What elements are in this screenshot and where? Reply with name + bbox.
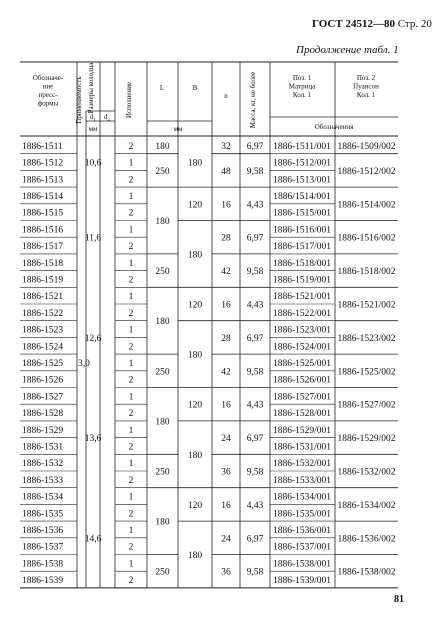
row-version: 1: [128, 392, 134, 403]
row-matrix: 1886-1513/001: [272, 175, 332, 186]
row-version: 1: [128, 492, 134, 503]
continuation-caption: Продолжение табл. 1: [296, 44, 399, 56]
n-value: 24: [221, 534, 231, 545]
row-code: 1886-1538: [22, 559, 64, 570]
row-matrix: 1886-1512/001: [272, 158, 332, 169]
n-value: 24: [221, 434, 231, 445]
n-value: 32: [221, 141, 231, 152]
punch-value: 1886-1521/002: [337, 300, 396, 311]
header-pos2: Кол. 1: [356, 91, 376, 99]
header-applicability: Применяемость: [75, 76, 83, 124]
b-value: 120: [187, 300, 203, 311]
mass-value: 6,97: [246, 434, 264, 445]
row-code: 1886-1522: [22, 308, 64, 319]
row-code: 1886-1529: [22, 425, 64, 436]
row-version: 1: [128, 358, 134, 369]
row-version: 2: [128, 275, 134, 286]
row-version: 2: [128, 542, 134, 553]
row-matrix: 1886-1536/001: [272, 525, 332, 536]
n-value: 48: [221, 166, 231, 177]
n-value: 16: [221, 500, 231, 511]
row-version: 1: [128, 158, 134, 169]
l-value: 180: [155, 217, 170, 227]
row-matrix: 1886-1525/001: [272, 358, 332, 369]
row-version: 1: [128, 425, 134, 436]
n-value: 16: [221, 200, 231, 211]
n-value: 28: [221, 333, 231, 344]
row-code: 1886-1521: [22, 292, 64, 303]
row-matrix: 1886-1533/001: [272, 475, 332, 486]
b-value: 120: [187, 400, 203, 411]
row-matrix: 1886-1517/001: [272, 242, 332, 253]
row-version: 2: [128, 308, 134, 319]
header-pos2: Поз. 2: [356, 74, 376, 82]
l-value: 250: [155, 166, 170, 177]
row-version: 1: [128, 559, 134, 570]
header-pos2: Пуансон: [353, 82, 379, 91]
header-d1: d₁: [90, 113, 96, 121]
row-code: 1886-1537: [22, 542, 64, 553]
row-version: 1: [128, 225, 134, 236]
row-code: 1886-1533: [22, 475, 64, 486]
row-version: 2: [128, 409, 134, 420]
gost-label: ГОСТ 24512—80: [312, 18, 395, 30]
b-value: 180: [187, 450, 203, 461]
header-n: n: [224, 92, 228, 100]
row-code: 1886-1536: [22, 525, 64, 536]
header-pos1: Поз. 1: [292, 74, 312, 82]
d1-value: 13,6: [84, 434, 102, 445]
punch-value: 1886-1532/002: [337, 467, 396, 478]
row-code: 1886-1527: [22, 392, 64, 403]
row-code: 1886-1523: [22, 325, 64, 336]
row-code: 1886-1513: [22, 175, 64, 186]
header-designation: ние: [42, 82, 54, 91]
header-mm-gate: мм: [88, 125, 98, 133]
row-matrix: 1886-1518/001: [272, 258, 332, 269]
n-value: 42: [221, 267, 231, 278]
b-value: 180: [187, 551, 203, 561]
row-version: 2: [128, 475, 134, 486]
b-value: 180: [187, 158, 203, 169]
row-matrix: 1886-1526/001: [272, 375, 332, 386]
row-matrix: 1886/1514/001: [273, 191, 331, 202]
d1-value: 14,6: [84, 534, 102, 545]
row-matrix: 1886-1532/001: [272, 459, 332, 470]
punch-value: 1886-1516/002: [337, 233, 396, 244]
row-version: 2: [128, 342, 134, 353]
row-matrix: 1886-1529/001: [272, 425, 332, 436]
row-code: 1886-1539: [22, 576, 64, 587]
mass-value: 9,58: [246, 567, 264, 578]
row-version: 2: [128, 242, 134, 253]
n-value: 28: [221, 233, 231, 244]
n-value: 16: [221, 400, 231, 411]
mass-value: 6,97: [246, 534, 264, 545]
n-value: 16: [221, 300, 231, 311]
mass-value: 9,58: [246, 267, 264, 278]
punch-value: 1886-1527/002: [337, 400, 396, 411]
row-matrix: 1886-1535/001: [272, 509, 332, 520]
mass-value: 4,43: [246, 500, 264, 511]
mass-value: 6,97: [246, 333, 264, 344]
row-code: 1886-1514: [22, 191, 64, 202]
mass-value: 6,97: [246, 141, 264, 152]
row-matrix: 1886-1534/001: [272, 492, 332, 503]
header-designation: пресс-: [38, 91, 58, 99]
l-value: 180: [155, 317, 170, 328]
row-matrix: 1886-1531/001: [272, 442, 332, 453]
l-value: 180: [155, 517, 170, 528]
row-version: 1: [128, 459, 134, 470]
header-mass: Масса, кг, не более: [249, 71, 257, 129]
row-code: 1886-1526: [22, 375, 64, 386]
mass-value: 9,58: [246, 367, 264, 378]
row-code: 1886-1519: [22, 275, 64, 286]
row-version: 2: [128, 141, 134, 152]
punch-value: 1886-1525/002: [337, 367, 396, 378]
row-code: 1886-1512: [22, 158, 64, 169]
header-pos1: Матрица: [288, 82, 316, 91]
row-code: 1886-1517: [22, 242, 64, 253]
row-code: 1886-1515: [22, 208, 64, 219]
row-version: 1: [128, 292, 134, 303]
row-matrix: 1886-1516/001: [272, 225, 332, 236]
l-value: 250: [155, 367, 170, 378]
row-version: 2: [128, 576, 134, 587]
b-value: 120: [187, 200, 203, 211]
l-value: 250: [155, 567, 170, 578]
b-value: 180: [187, 250, 203, 261]
row-code: 1886-1535: [22, 509, 64, 520]
row-matrix: 1886-1539/001: [272, 576, 332, 587]
row-version: 2: [128, 442, 134, 453]
n-value: 36: [221, 467, 231, 478]
punch-value: 1886-1536/002: [337, 534, 396, 545]
l-value: 180: [155, 141, 170, 152]
header-d2: d₂: [104, 113, 110, 121]
row-matrix: 1886-1511/001: [273, 141, 331, 152]
row-matrix: 1886-1524/001: [272, 342, 332, 353]
page-label: Стр. 20: [397, 18, 432, 30]
punch-value: 1886-1512/002: [337, 166, 396, 177]
row-matrix: 1886-1519/001: [272, 275, 332, 286]
punch-value: 1886-1518/002: [337, 267, 396, 278]
d1-value: 11,6: [84, 233, 102, 244]
row-code: 1886-1511: [22, 141, 63, 152]
header-version: Исполнение: [125, 81, 133, 119]
mass-value: 6,97: [246, 233, 264, 244]
row-code: 1886-1531: [22, 442, 64, 453]
header-designation: формы: [37, 99, 59, 108]
l-value: 250: [155, 267, 170, 278]
row-version: 2: [128, 175, 134, 186]
header-designations: Обозначения: [314, 123, 354, 131]
row-matrix: 1886-1538/001: [272, 559, 332, 570]
row-code: 1886-1524: [22, 342, 64, 353]
punch-value: 1886-1538/002: [337, 567, 396, 578]
row-matrix: 1886-1537/001: [272, 542, 332, 553]
b-value: 180: [187, 350, 203, 361]
row-version: 1: [128, 325, 134, 336]
punch-value: 1886-1529/002: [337, 434, 396, 445]
header-designation: Обозначе-: [32, 74, 64, 82]
applicability-value: 3,0: [78, 358, 90, 369]
row-matrix: 1886-1515/001: [272, 208, 332, 219]
row-matrix: 1886-1522/001: [272, 308, 332, 319]
header-gate-sizes: Размеры колодца: [87, 62, 95, 114]
mass-value: 4,43: [246, 200, 264, 211]
row-version: 2: [128, 509, 134, 520]
row-matrix: 1886-1521/001: [272, 292, 332, 303]
page-number: 81: [394, 594, 404, 605]
n-value: 36: [221, 567, 231, 578]
row-version: 1: [128, 525, 134, 536]
row-matrix: 1886-1528/001: [272, 409, 332, 420]
row-code: 1886-1518: [22, 258, 64, 269]
punch-value: 1886-1523/002: [337, 333, 396, 344]
punch-value: 1886-1514/002: [337, 200, 396, 211]
row-code: 1886-1525: [22, 358, 64, 369]
row-code: 1886-1516: [22, 225, 64, 236]
row-version: 2: [128, 208, 134, 219]
row-version: 2: [128, 375, 134, 386]
row-matrix: 1886-1523/001: [272, 325, 332, 336]
row-code: 1886-1534: [22, 492, 64, 503]
row-matrix: 1886-1527/001: [272, 392, 332, 403]
row-code: 1886-1532: [22, 459, 64, 470]
header-mm-lb: мм: [173, 125, 183, 133]
row-version: 1: [128, 191, 134, 202]
mass-value: 9,58: [246, 166, 264, 177]
b-value: 120: [187, 500, 203, 511]
n-value: 42: [221, 367, 231, 378]
header-L: L: [159, 84, 165, 92]
mass-value: 9,58: [246, 467, 264, 478]
d1-value: 12,6: [84, 333, 102, 344]
d1-value: 10,6: [84, 158, 102, 169]
punch-value: 1886-1509/002: [337, 141, 396, 152]
row-code: 1886-1528: [22, 409, 64, 420]
mass-value: 4,43: [246, 400, 264, 411]
header-pos1: Кол. 1: [292, 91, 312, 99]
row-version: 1: [128, 258, 134, 269]
l-value: 180: [155, 417, 170, 428]
header-B: B: [192, 84, 198, 92]
punch-value: 1886-1534/002: [337, 500, 396, 511]
l-value: 250: [155, 467, 170, 478]
mass-value: 4,43: [246, 300, 264, 311]
